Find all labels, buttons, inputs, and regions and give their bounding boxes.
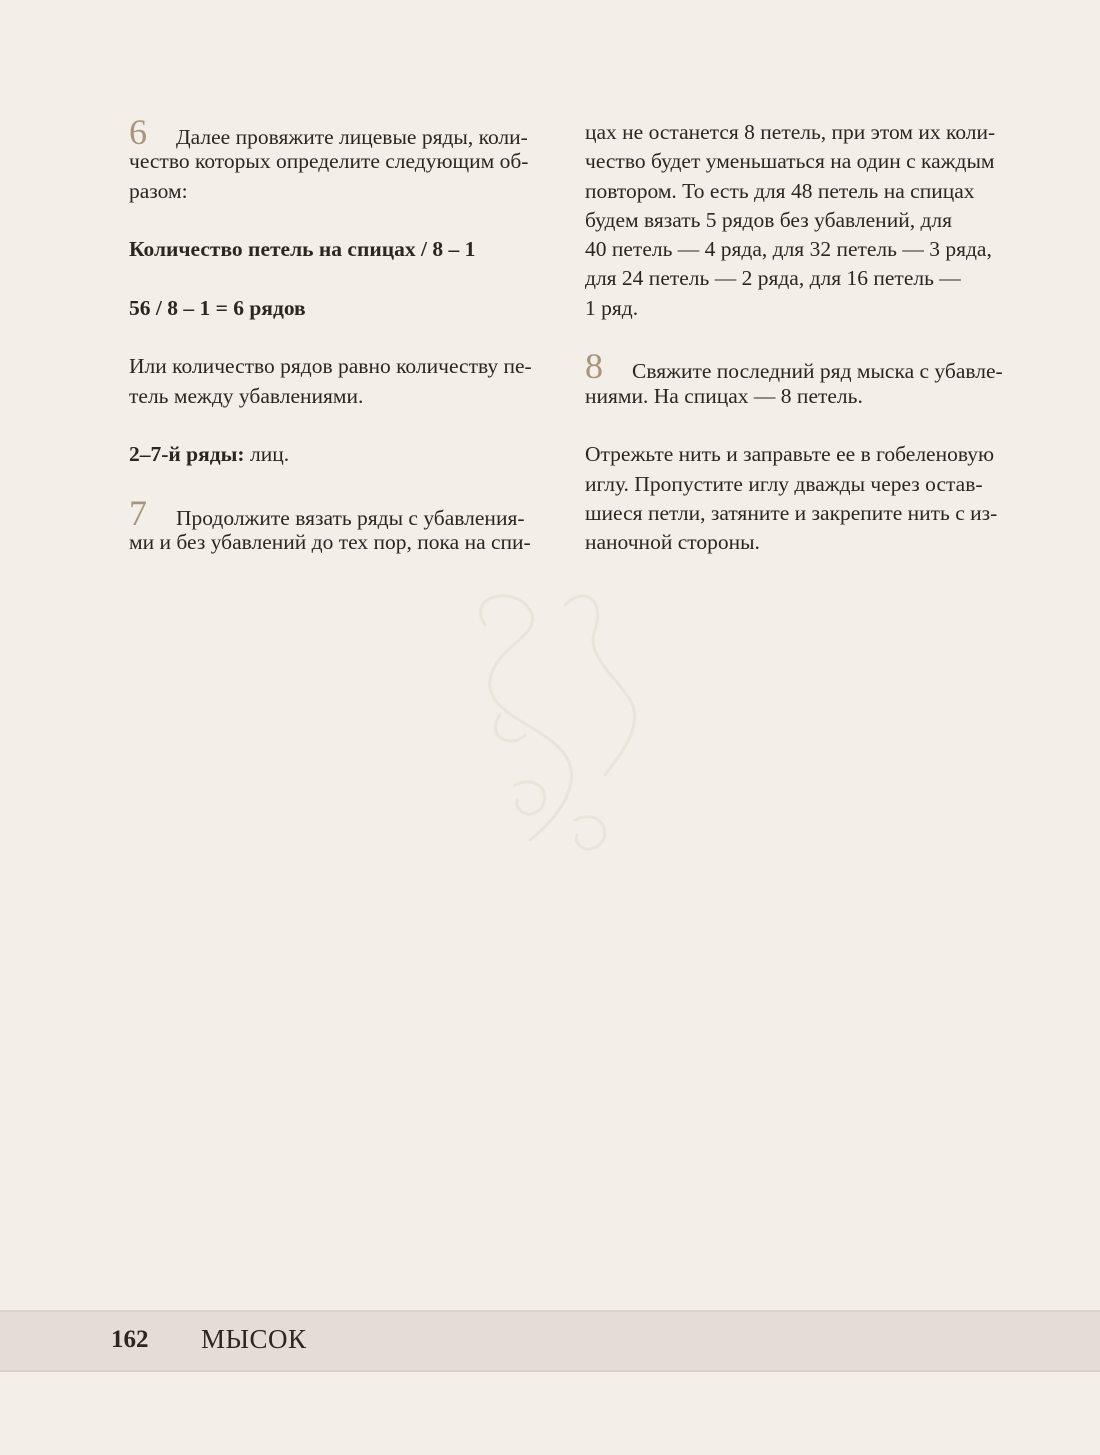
final-line-2: иглу. Пропустите иглу дважды через остав- bbox=[585, 471, 983, 496]
continuation-line-7: 1 ряд. bbox=[585, 295, 639, 320]
step-6-line-1 bbox=[129, 112, 549, 152]
step-6-text-2: чество которых определите следующим об- bbox=[129, 149, 529, 174]
step-number-6: 6 bbox=[129, 112, 147, 152]
continuation-line-6: для 24 петель — 2 ряда, для 16 петель — bbox=[585, 266, 961, 291]
step-6-text-3: разом: bbox=[129, 178, 188, 203]
continuation-line-3: повтором. То есть для 48 петель на спицах bbox=[585, 178, 975, 203]
step-8-text-1: Свяжите последний ряд мыска с убавле- bbox=[632, 359, 1003, 384]
right-column bbox=[585, 118, 1005, 557]
step-number-8: 8 bbox=[585, 346, 603, 387]
step-8-line-1 bbox=[585, 346, 1005, 387]
page-number: 162 bbox=[111, 1326, 149, 1353]
rows-label: 2–7-й ряды: bbox=[129, 442, 245, 467]
section-title: МЫСОК bbox=[201, 1324, 307, 1354]
final-line-3: шиеся петли, затяните и закрепите нить с из- bbox=[585, 500, 998, 525]
rows-instruction bbox=[129, 440, 549, 469]
step-7-line-1 bbox=[129, 492, 549, 533]
footer-band bbox=[0, 1310, 1100, 1372]
step-6-text-1: Далее провяжите лицевые ряды, коли- bbox=[176, 125, 528, 149]
continuation-line-5: 40 петель — 4 ряда, для 32 петель — 3 ряда, bbox=[585, 237, 992, 262]
final-line-1: Отрежьте нить и заправьте ее в гобеленовую bbox=[585, 442, 995, 467]
step-8-text-2: ниями. На спицах — 8 петель. bbox=[585, 383, 863, 408]
rows-text: лиц. bbox=[244, 442, 290, 467]
formula-example: 56 / 8 – 1 = 6 рядов bbox=[129, 295, 306, 320]
final-line-4: наночной стороны. bbox=[585, 530, 760, 555]
continuation-line-2: чество будет уменьшаться на один с каждым bbox=[585, 149, 995, 174]
left-column bbox=[129, 112, 549, 557]
note-line-2: тель между убавлениями. bbox=[129, 383, 364, 408]
formula: Количество петель на спицах / 8 – 1 bbox=[129, 237, 476, 262]
continuation-line-4: будем вязать 5 рядов без убавлений, для bbox=[585, 207, 953, 232]
step-number-7: 7 bbox=[129, 492, 147, 533]
ornament-watermark bbox=[455, 585, 640, 870]
note-line-1: Или количество рядов равно количеству пе- bbox=[129, 354, 532, 379]
step-7-text-2: ми и без убавлений до тех пор, пока на спи- bbox=[129, 530, 531, 555]
continuation-line-1: цах не останется 8 петель, при этом их коли- bbox=[585, 120, 996, 144]
step-7-text-1: Продолжите вязать ряды с убавления- bbox=[176, 505, 525, 530]
